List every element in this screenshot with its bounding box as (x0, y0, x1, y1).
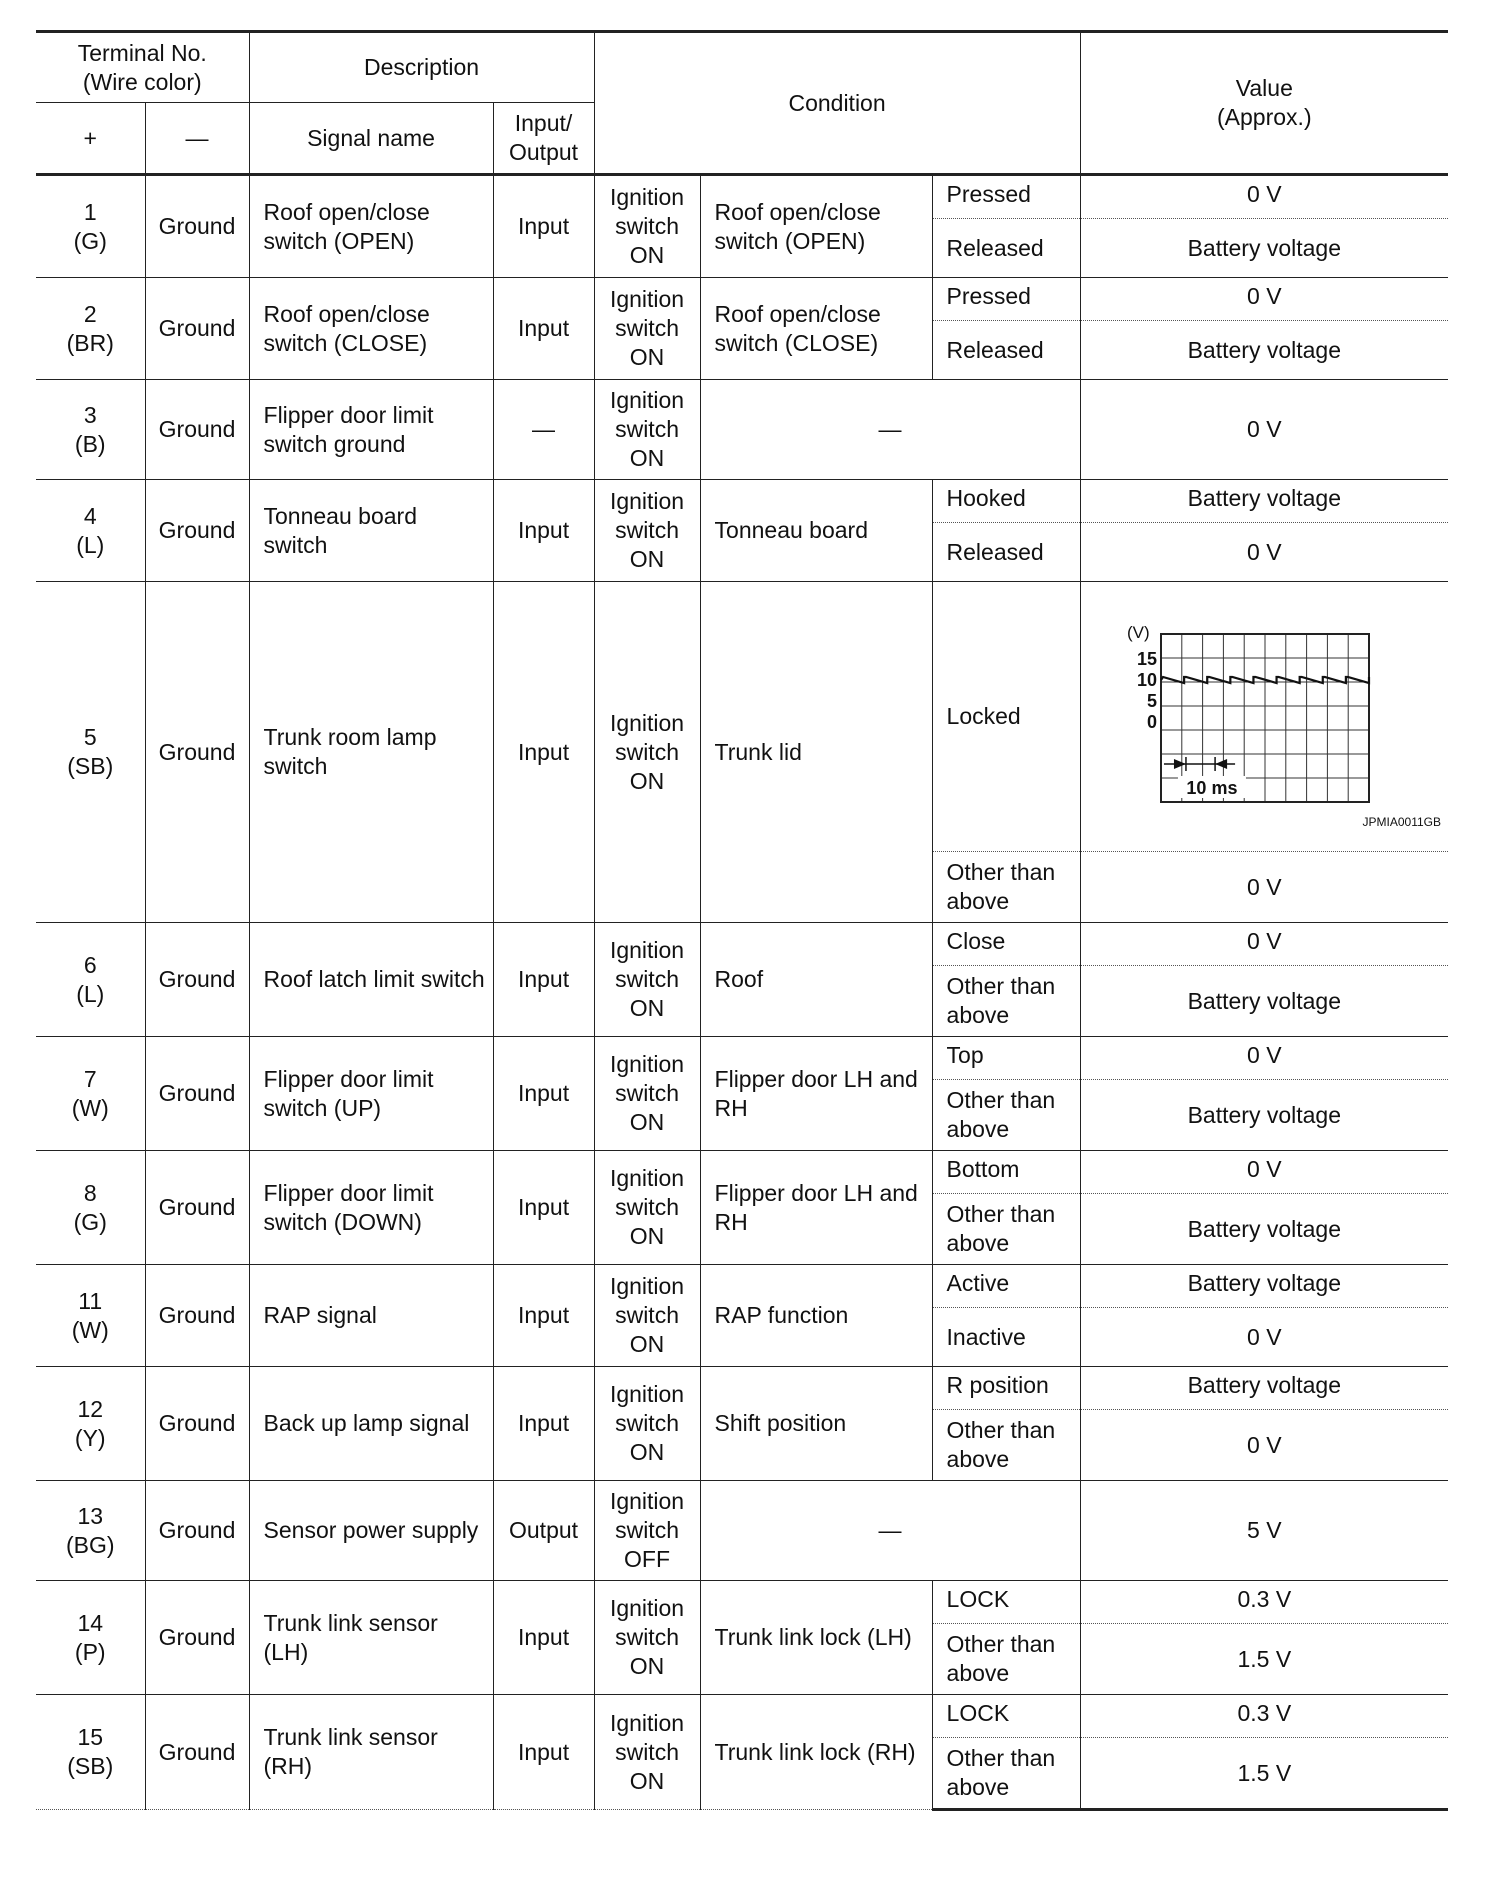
io-cell: Input (493, 1367, 594, 1481)
ignition-line: ON (629, 445, 665, 471)
signal-line: Trunk link sensor (263, 1609, 438, 1636)
io-cell: Output (493, 1481, 594, 1581)
value-cell: 0.3 V (1080, 1581, 1448, 1624)
signal-name-cell (249, 480, 493, 582)
wire-color: (W) (71, 1316, 109, 1343)
y-tick-label: 10 (1136, 670, 1157, 690)
ignition-line: ON (629, 995, 665, 1021)
condition-cell: RAP function (700, 1265, 932, 1367)
condition-line: RH (714, 1208, 748, 1235)
ignition-line: ON (629, 1109, 665, 1135)
terminal-cell (36, 1037, 145, 1151)
terminal-number: 14 (77, 1609, 104, 1636)
state-cell (932, 852, 1080, 923)
io-cell: — (493, 380, 594, 480)
wire-color: (L) (76, 980, 105, 1007)
state-line: above (946, 888, 1010, 914)
condition-cell: — (700, 1481, 1080, 1581)
terminal-number: 15 (77, 1724, 104, 1750)
minus-cell: Ground (145, 1367, 249, 1481)
state-cell: Pressed (932, 278, 1080, 321)
signal-line: (LH) (263, 1638, 309, 1665)
header-io-line2: Output (509, 139, 579, 165)
ignition-line: switch (615, 1302, 679, 1328)
value-cell: 0 V (1080, 1308, 1448, 1367)
ignition-line: ON (629, 1653, 665, 1679)
minus-cell: Ground (145, 582, 249, 923)
signal-line: Roof open/close (263, 198, 430, 225)
ignition-cell (594, 380, 700, 480)
signal-line: switch (CLOSE) (263, 329, 428, 356)
ignition-line: OFF (624, 1546, 671, 1572)
condition-cell: Shift position (700, 1367, 932, 1481)
ignition-line: Ignition (609, 488, 685, 514)
ignition-line: ON (629, 546, 665, 572)
minus-cell: Ground (145, 1695, 249, 1810)
header-condition: Condition (594, 32, 1080, 175)
state-cell (932, 1624, 1080, 1695)
value-cell: Battery voltage (1080, 1080, 1448, 1151)
state-line: above (946, 1660, 1010, 1686)
ignition-line: Ignition (609, 1709, 685, 1736)
state-cell: LOCK (932, 1581, 1080, 1624)
ignition-line: switch (615, 1517, 679, 1543)
signal-name-cell: Back up lamp signal (249, 1367, 493, 1481)
signal-line: switch (DOWN) (263, 1208, 422, 1235)
condition-line: RH (714, 1094, 748, 1121)
header-value (1080, 32, 1448, 175)
terminal-number: 11 (78, 1287, 103, 1314)
ignition-line: Ignition (609, 1381, 685, 1407)
signal-name-cell (249, 278, 493, 380)
ignition-line: ON (629, 767, 665, 794)
table-row (36, 582, 1448, 852)
condition-cell (700, 1037, 932, 1151)
ignition-line: switch (615, 738, 679, 765)
state-line: Other than (946, 973, 1056, 999)
condition-line: Roof open/close (714, 198, 881, 225)
ignition-cell (594, 1581, 700, 1695)
ignition-line: switch (615, 315, 679, 341)
y-tick-label: 5 (1146, 691, 1157, 711)
ignition-line: Ignition (609, 937, 685, 963)
ignition-line: Ignition (609, 1051, 685, 1077)
value-cell: Battery voltage (1080, 321, 1448, 380)
wire-color: (Y) (74, 1424, 106, 1451)
ignition-line: ON (629, 1331, 665, 1357)
table-row (36, 1367, 1448, 1410)
condition-cell (700, 1151, 932, 1265)
state-cell: Released (932, 523, 1080, 582)
wire-color: (W) (71, 1094, 109, 1121)
header-value-approx: (Approx.) (1217, 104, 1312, 130)
state-cell: Pressed (932, 175, 1080, 219)
ignition-cell (594, 175, 700, 278)
value-cell: 5 V (1080, 1481, 1448, 1581)
terminal-cell (36, 582, 145, 923)
terminal-number: 7 (83, 1065, 97, 1092)
condition-line: switch (OPEN) (714, 227, 866, 254)
terminal-cell (36, 1151, 145, 1265)
ignition-cell (594, 278, 700, 380)
ignition-line: Ignition (609, 709, 685, 736)
terminal-cell (36, 480, 145, 582)
state-line: above (946, 1116, 1010, 1142)
state-cell: Released (932, 219, 1080, 278)
state-cell: Close (932, 923, 1080, 966)
terminal-number: 3 (83, 401, 97, 428)
terminal-cell (36, 278, 145, 380)
table-row (36, 1695, 1448, 1738)
terminal-number: 13 (77, 1502, 104, 1529)
state-cell (932, 1194, 1080, 1265)
header-value-label: Value (1235, 75, 1293, 101)
wire-color: (BR) (66, 329, 114, 356)
wire-color: (G) (73, 227, 107, 254)
ignition-line: ON (629, 242, 665, 268)
minus-cell: Ground (145, 1481, 249, 1581)
value-cell: 0 V (1080, 523, 1448, 582)
header-plus: + (36, 103, 145, 175)
ignition-line: switch (615, 517, 679, 543)
state-cell: Hooked (932, 480, 1080, 523)
signal-line: switch (263, 753, 328, 779)
header-description: Description (249, 32, 594, 103)
ignition-line: Ignition (609, 387, 685, 413)
ignition-cell (594, 582, 700, 923)
io-cell: Input (493, 582, 594, 923)
ignition-line: switch (615, 1080, 679, 1106)
value-cell: 0 V (1080, 1151, 1448, 1194)
ignition-line: switch (615, 213, 679, 239)
terminal-cell (36, 923, 145, 1037)
header-input-output (493, 103, 594, 175)
state-cell (932, 1410, 1080, 1481)
state-line: Other than (946, 1201, 1056, 1227)
io-cell: Input (493, 1695, 594, 1810)
table-row (36, 175, 1448, 219)
table-row (36, 1037, 1448, 1080)
state-cell (932, 1080, 1080, 1151)
table-row (36, 278, 1448, 321)
signal-line: Flipper door limit (263, 1065, 434, 1092)
header-wire-color: (Wire color) (82, 68, 202, 95)
ignition-cell (594, 1037, 700, 1151)
condition-line: switch (CLOSE) (714, 329, 879, 356)
value-cell: Battery voltage (1080, 1367, 1448, 1410)
state-line: Other than (946, 1087, 1056, 1113)
condition-line: Roof open/close (714, 300, 881, 327)
terminal-table-container (36, 30, 1448, 1811)
ignition-line: switch (615, 1738, 679, 1765)
value-cell: 0 V (1080, 1410, 1448, 1481)
condition-line: Flipper door LH and (714, 1065, 918, 1092)
io-cell: Input (493, 175, 594, 278)
signal-line: Trunk link sensor (263, 1724, 438, 1750)
wire-color: (SB) (67, 1753, 114, 1779)
signal-line: Trunk room lamp (263, 724, 437, 750)
signal-name-cell (249, 1037, 493, 1151)
minus-cell: Ground (145, 1581, 249, 1695)
state-cell: Locked (932, 582, 1080, 852)
wire-color: (BG) (65, 1531, 115, 1558)
state-cell (932, 966, 1080, 1037)
terminal-number: 5 (83, 724, 97, 750)
signal-name-cell: RAP signal (249, 1265, 493, 1367)
signal-line: (RH) (263, 1753, 313, 1779)
minus-cell: Ground (145, 380, 249, 480)
terminal-number: 6 (83, 951, 97, 978)
state-line: above (946, 1446, 1010, 1472)
terminal-number: 12 (77, 1395, 104, 1422)
value-cell: 0 V (1080, 923, 1448, 966)
table-row (36, 1581, 1448, 1624)
time-scale-label: 10 ms (1185, 778, 1238, 798)
wire-color: (G) (73, 1208, 107, 1235)
terminal-cell (36, 1367, 145, 1481)
terminal-number: 1 (83, 198, 97, 225)
state-line: Other than (946, 1631, 1056, 1657)
ignition-cell (594, 1151, 700, 1265)
io-cell: Input (493, 1581, 594, 1695)
value-cell: Battery voltage (1080, 219, 1448, 278)
y-tick-label: 15 (1136, 649, 1157, 669)
terminal-cell (36, 1695, 145, 1810)
signal-line: switch ground (263, 430, 406, 457)
state-cell: Bottom (932, 1151, 1080, 1194)
condition-cell: Roof (700, 923, 932, 1037)
ignition-line: Ignition (609, 1165, 685, 1191)
condition-cell: Trunk link lock (LH) (700, 1581, 932, 1695)
ignition-cell (594, 1265, 700, 1367)
state-cell: LOCK (932, 1695, 1080, 1738)
terminal-cell (36, 1265, 145, 1367)
value-cell: 0 V (1080, 278, 1448, 321)
value-cell: 0 V (1080, 175, 1448, 219)
table-row (36, 1151, 1448, 1194)
signal-name-cell (249, 582, 493, 923)
value-cell: 1.5 V (1080, 1624, 1448, 1695)
table-row (36, 923, 1448, 966)
ignition-cell (594, 1695, 700, 1810)
y-tick-label: 0 (1146, 712, 1157, 732)
header-minus: — (145, 103, 249, 175)
ignition-line: switch (615, 416, 679, 442)
ignition-line: ON (629, 344, 665, 370)
figure-id: JPMIA0011GB (1362, 815, 1441, 829)
ignition-line: ON (629, 1767, 665, 1794)
io-cell: Input (493, 1265, 594, 1367)
waveform-cell (1080, 582, 1448, 852)
signal-line: Flipper door limit (263, 1179, 434, 1206)
y-unit-label: (V) (1126, 623, 1150, 642)
terminal-number: 4 (83, 502, 97, 529)
signal-name-cell (249, 1695, 493, 1810)
time-marker-arrow-left (1174, 759, 1186, 769)
ignition-line: switch (615, 966, 679, 992)
io-cell: Input (493, 1037, 594, 1151)
state-line: Other than (946, 859, 1056, 885)
condition-cell (700, 278, 932, 380)
minus-cell: Ground (145, 175, 249, 278)
wire-color: (B) (74, 430, 106, 457)
state-cell: Active (932, 1265, 1080, 1308)
signal-line: Flipper door limit (263, 401, 434, 428)
terminal-table (36, 30, 1448, 1811)
condition-cell: Trunk lid (700, 582, 932, 923)
value-cell: 0 V (1080, 1037, 1448, 1080)
terminal-number: 2 (83, 300, 97, 327)
state-cell: Released (932, 321, 1080, 380)
signal-name-cell: Sensor power supply (249, 1481, 493, 1581)
minus-cell: Ground (145, 923, 249, 1037)
waveform-chart (1081, 582, 1449, 844)
table-row (36, 1265, 1448, 1308)
ignition-line: switch (615, 1410, 679, 1436)
state-cell: Inactive (932, 1308, 1080, 1367)
io-cell: Input (493, 480, 594, 582)
value-cell: Battery voltage (1080, 1265, 1448, 1308)
state-cell: Top (932, 1037, 1080, 1080)
state-line: above (946, 1774, 1010, 1800)
state-line: Other than (946, 1417, 1056, 1443)
time-marker-arrow-right (1215, 759, 1227, 769)
ignition-line: Ignition (609, 286, 685, 312)
value-cell: Battery voltage (1080, 480, 1448, 523)
value-cell: Battery voltage (1080, 1194, 1448, 1265)
ignition-cell (594, 923, 700, 1037)
ignition-line: Ignition (609, 1273, 685, 1299)
signal-line: Roof open/close (263, 300, 430, 327)
minus-cell: Ground (145, 1265, 249, 1367)
ignition-line: switch (615, 1624, 679, 1650)
condition-cell: — (700, 380, 1080, 480)
condition-cell (700, 175, 932, 278)
signal-name-cell: Roof latch limit switch (249, 923, 493, 1037)
terminal-cell (36, 175, 145, 278)
signal-line: switch (OPEN) (263, 227, 415, 254)
header-io-line1: Input/ (514, 110, 573, 136)
table-row (36, 480, 1448, 523)
header-signal-name: Signal name (249, 103, 493, 175)
state-cell: R position (932, 1367, 1080, 1410)
minus-cell: Ground (145, 278, 249, 380)
value-cell: Battery voltage (1080, 966, 1448, 1037)
value-cell: 0 V (1080, 380, 1448, 480)
signal-name-cell (249, 1151, 493, 1265)
condition-line: Flipper door LH and (714, 1179, 918, 1206)
terminal-cell (36, 1481, 145, 1581)
io-cell: Input (493, 278, 594, 380)
value-cell: 0.3 V (1080, 1695, 1448, 1738)
terminal-cell (36, 380, 145, 480)
ignition-line: Ignition (609, 184, 685, 210)
signal-line: Tonneau board (263, 502, 417, 529)
ignition-line: ON (629, 1223, 665, 1249)
ignition-line: ON (629, 1439, 665, 1465)
signal-name-cell (249, 380, 493, 480)
signal-name-cell (249, 175, 493, 278)
ignition-cell (594, 480, 700, 582)
signal-name-cell (249, 1581, 493, 1695)
ignition-line: Ignition (609, 1488, 685, 1514)
wire-color: (SB) (67, 753, 114, 779)
condition-cell: Trunk link lock (RH) (700, 1695, 932, 1810)
ignition-line: switch (615, 1194, 679, 1220)
signal-line: switch (263, 531, 328, 558)
wire-color: (L) (76, 531, 105, 558)
signal-line: switch (UP) (263, 1094, 382, 1121)
io-cell: Input (493, 1151, 594, 1265)
table-row (36, 380, 1448, 480)
state-cell (932, 1738, 1080, 1810)
value-cell: 0 V (1080, 852, 1448, 923)
table-row (36, 1481, 1448, 1581)
terminal-cell (36, 1581, 145, 1695)
condition-cell: Tonneau board (700, 480, 932, 582)
state-line: above (946, 1230, 1010, 1256)
ignition-cell (594, 1481, 700, 1581)
minus-cell: Ground (145, 480, 249, 582)
state-line: Other than (946, 1745, 1056, 1771)
terminal-number: 8 (83, 1179, 97, 1206)
header-terminal-no: Terminal No. (77, 39, 207, 66)
io-cell: Input (493, 923, 594, 1037)
value-cell: 1.5 V (1080, 1738, 1448, 1810)
ignition-line: Ignition (609, 1595, 685, 1621)
minus-cell: Ground (145, 1151, 249, 1265)
header-terminal (36, 32, 249, 103)
minus-cell: Ground (145, 1037, 249, 1151)
state-line: above (946, 1002, 1010, 1028)
wire-color: (P) (74, 1638, 106, 1665)
ignition-cell (594, 1367, 700, 1481)
